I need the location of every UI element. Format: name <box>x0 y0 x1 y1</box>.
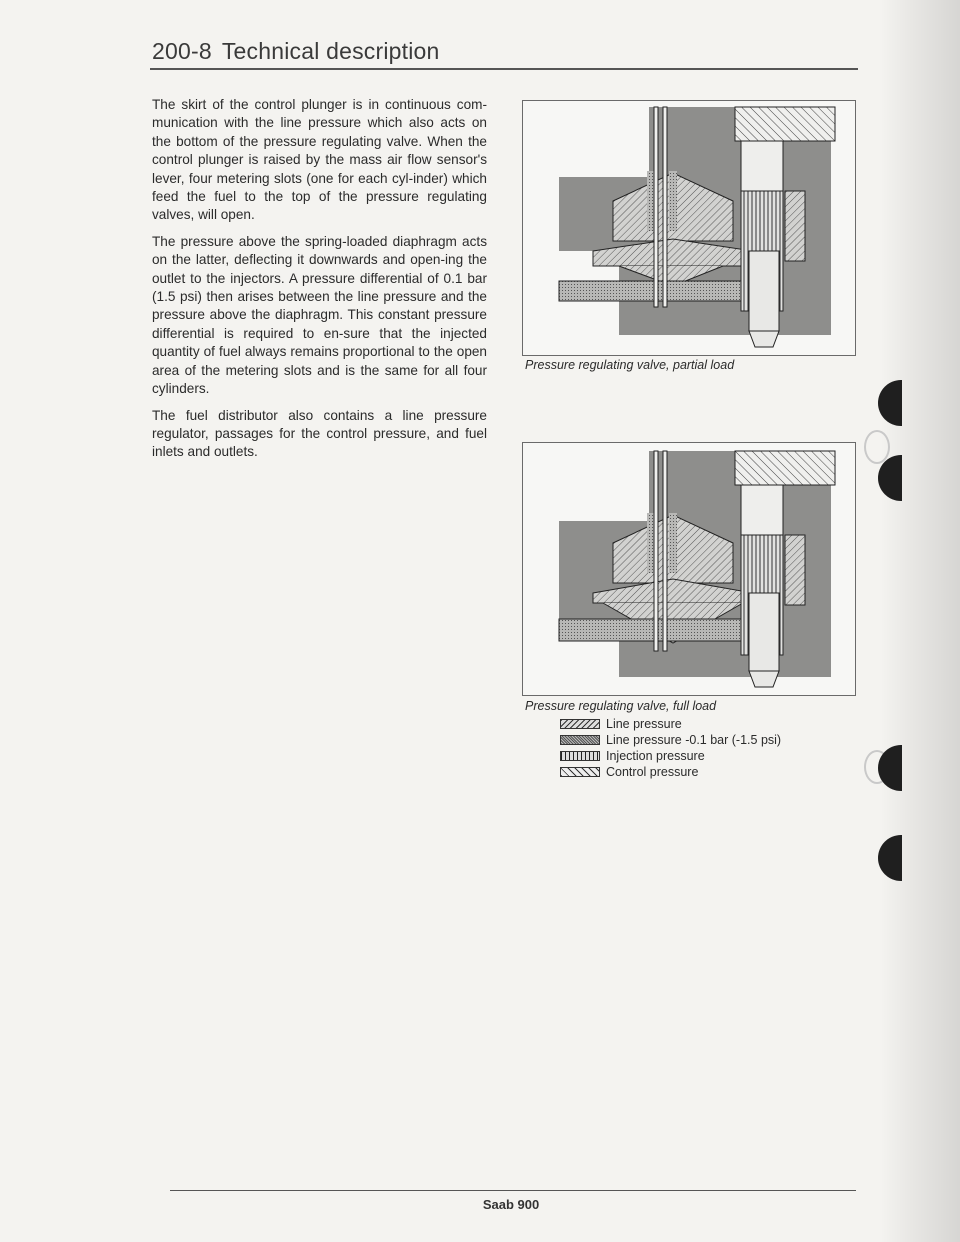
legend <box>560 716 781 780</box>
injection-pressure-swatch <box>560 751 600 761</box>
page-header <box>152 38 440 65</box>
reduced-line-pressure-swatch <box>560 735 600 745</box>
legend-item <box>560 764 781 780</box>
legend-label: Control pressure <box>606 765 699 779</box>
legend-item <box>560 716 781 732</box>
legend-item <box>560 732 781 748</box>
page-edge-shadow <box>880 0 960 1242</box>
legend-label: Line pressure <box>606 717 682 731</box>
paragraph: The fuel distributor also contains a line pressure regulator, passages for the control pressure, and fuel inlets and outlets. <box>152 407 487 460</box>
control-pressure-swatch <box>560 767 600 777</box>
body-text <box>152 96 487 470</box>
line-pressure-swatch <box>560 719 600 729</box>
page-number: 200-8 <box>152 38 212 64</box>
valve-cross-section-illustration <box>523 101 855 355</box>
legend-item <box>560 748 781 764</box>
figure-caption: Pressure regulating valve, partial load <box>525 358 735 372</box>
figure-partial-load <box>522 100 856 356</box>
paragraph: The skirt of the control plunger is in continuous com-munication with the line pressure which also acts on the bottom of the pressure regulating valve. When the control plunger is raised by the mass air flow sensor's lever, four metering slots (one for each cyl-inder) which feed the fuel to the top of the pressure regulating valves, will open. <box>152 97 487 223</box>
section-title: Technical description <box>221 38 440 64</box>
valve-cross-section-illustration <box>523 443 855 695</box>
figure-caption: Pressure regulating valve, full load <box>525 699 717 713</box>
page-footer: Saab 900 <box>482 1197 540 1212</box>
legend-label: Injection pressure <box>606 749 705 763</box>
figure-full-load <box>522 442 856 696</box>
legend-label: Line pressure -0.1 bar (-1.5 psi) <box>606 733 782 747</box>
paragraph: The pressure above the spring-loaded diaphragm acts on the latter, deflecting it downwards and open-ing the outlet to the injectors. A pressure differential of 0.1 bar (1.5 psi) then arises between the line pressure and the pressure above the diaphragm. This constant pressure differential is required to en-sure that the injected quantity of fuel always remains proportional to the open area of the metering slots and is the same for all four cylinders. <box>152 233 487 397</box>
footer-rule <box>170 1190 856 1191</box>
header-rule <box>150 68 858 70</box>
